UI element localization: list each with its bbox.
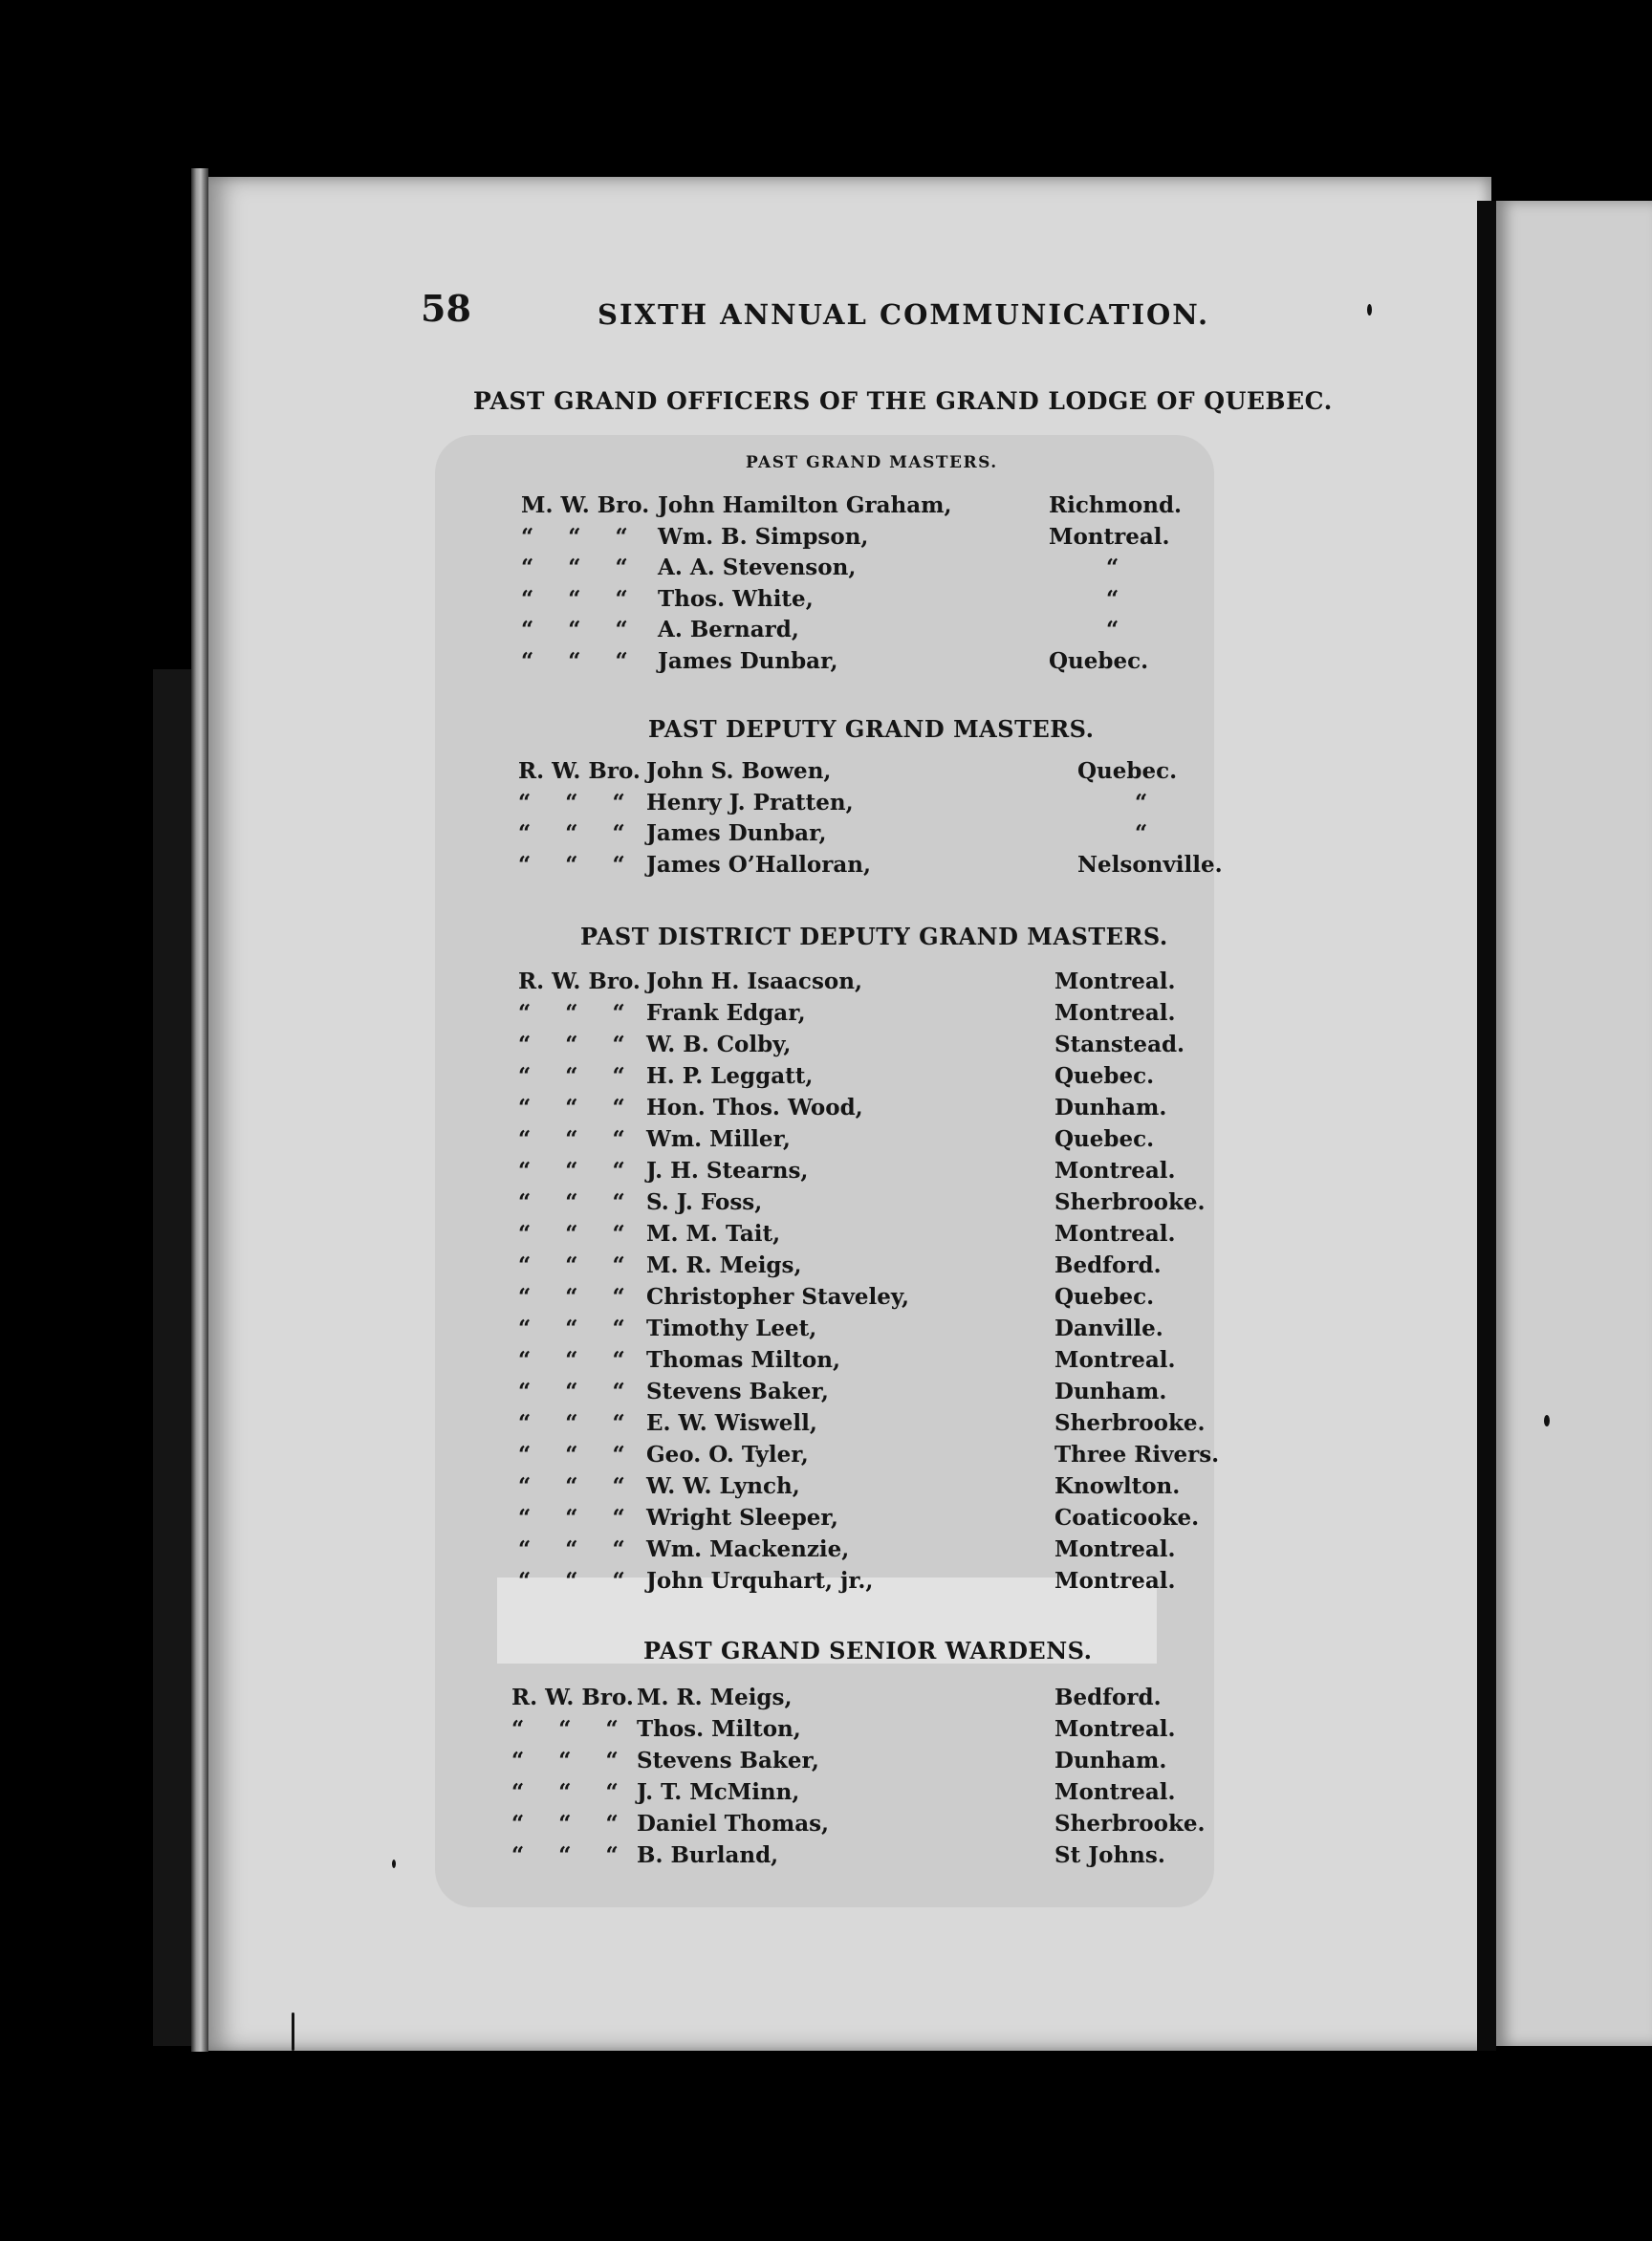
officer-title: “ “ “	[511, 1779, 632, 1805]
officer-title: “ “ “	[518, 1063, 639, 1089]
officer-name: James O’Halloran,	[646, 851, 871, 878]
officer-place: Sherbrooke.	[1054, 1189, 1206, 1215]
book-gutter	[1477, 201, 1496, 2051]
officer-name: James Dunbar,	[646, 820, 827, 846]
officer-name: Wm. Mackenzie,	[646, 1536, 850, 1562]
officer-name: Timothy Leet,	[646, 1316, 817, 1341]
officer-place: Montreal.	[1054, 1716, 1176, 1742]
officer-title: “ “ “	[511, 1842, 632, 1868]
officer-title: R. W. Bro.	[518, 758, 641, 784]
officer-place: Bedford.	[1054, 1252, 1162, 1278]
facing-page-edge	[1496, 201, 1652, 2046]
officer-place: “	[1135, 820, 1148, 846]
officer-title: “ “ “	[518, 1568, 639, 1594]
page-number: 58	[421, 287, 471, 330]
officer-title: “ “ “	[518, 1000, 639, 1026]
officer-title: “ “ “	[518, 1473, 639, 1499]
officer-name: Hon. Thos. Wood,	[646, 1095, 863, 1120]
officer-place: Quebec.	[1054, 1284, 1155, 1310]
officer-place: Montreal.	[1049, 523, 1170, 550]
officer-title: “ “ “	[518, 851, 639, 878]
officer-title: “ “ “	[518, 1505, 639, 1531]
officer-place: Quebec.	[1054, 1063, 1155, 1089]
officer-place: Danville.	[1054, 1316, 1163, 1341]
officer-place: Bedford.	[1054, 1685, 1162, 1710]
officer-title: “ “ “	[518, 1095, 639, 1120]
officer-title: “ “ “	[518, 1442, 639, 1468]
scan-speck	[1367, 304, 1372, 315]
officer-title: “ “ “	[521, 523, 641, 550]
officer-name: James Dunbar,	[658, 647, 838, 674]
officer-name: Wm. Miller,	[646, 1126, 791, 1152]
officer-place: “	[1106, 585, 1119, 612]
officer-title: R. W. Bro.	[511, 1685, 634, 1710]
page-stack-edge	[191, 168, 208, 2052]
officer-name: John Urquhart, jr.,	[646, 1568, 874, 1594]
officer-place: Sherbrooke.	[1054, 1811, 1206, 1837]
officer-name: Henry J. Pratten,	[646, 789, 854, 816]
officer-name: John Hamilton Graham,	[658, 492, 952, 518]
officer-title: “ “ “	[521, 555, 641, 580]
officer-place: Montreal.	[1054, 1000, 1176, 1026]
officer-name: H. P. Leggatt,	[646, 1063, 814, 1089]
scan-speck	[292, 2013, 294, 2051]
officer-title: R. W. Bro.	[518, 968, 641, 994]
scan-speck	[392, 1860, 396, 1868]
section-heading: PAST GRAND MASTERS.	[746, 453, 998, 472]
page-title: PAST GRAND OFFICERS OF THE GRAND LODGE OF QUEBEC.	[473, 387, 1333, 415]
officer-title: “ “ “	[518, 1032, 639, 1057]
officer-name: Frank Edgar,	[646, 1000, 806, 1026]
officer-title: “ “ “	[511, 1716, 632, 1742]
officer-title: “ “ “	[518, 1410, 639, 1436]
officer-name: M. M. Tait,	[646, 1221, 781, 1247]
section-heading: PAST DEPUTY GRAND MASTERS.	[648, 715, 1095, 743]
officer-title: “ “ “	[521, 617, 641, 642]
officer-name: John H. Isaacson,	[646, 968, 862, 994]
officer-place: Dunham.	[1054, 1379, 1167, 1404]
officer-name: Christopher Staveley,	[646, 1284, 910, 1310]
officer-title: “ “ “	[511, 1748, 632, 1773]
officer-name: A. A. Stevenson,	[658, 555, 857, 580]
officer-name: Wm. B. Simpson,	[658, 523, 869, 550]
officer-place: Stanstead.	[1054, 1032, 1185, 1057]
officer-name: Daniel Thomas,	[637, 1811, 830, 1837]
officer-place: Montreal.	[1054, 1221, 1176, 1247]
officer-title: “ “ “	[518, 1316, 639, 1341]
officer-place: Montreal.	[1054, 1536, 1176, 1562]
officer-place: Montreal.	[1054, 1779, 1176, 1805]
section-heading: PAST GRAND SENIOR WARDENS.	[643, 1637, 1093, 1664]
officer-name: J. H. Stearns,	[646, 1158, 809, 1184]
officer-title: “ “ “	[518, 1158, 639, 1184]
officer-name: M. R. Meigs,	[637, 1685, 793, 1710]
officer-name: J. T. McMinn,	[637, 1779, 800, 1805]
officer-title: “ “ “	[518, 1252, 639, 1278]
officer-place: Richmond.	[1049, 492, 1183, 518]
officer-place: “	[1106, 555, 1119, 580]
officer-title: “ “ “	[518, 1126, 639, 1152]
officer-place: Quebec.	[1077, 758, 1178, 784]
officer-place: Montreal.	[1054, 968, 1176, 994]
officer-place: Three Rivers.	[1054, 1442, 1220, 1468]
officer-name: Geo. O. Tyler,	[646, 1442, 809, 1468]
officer-title: “ “ “	[521, 647, 641, 674]
officer-place: Quebec.	[1054, 1126, 1155, 1152]
officer-title: “ “ “	[511, 1811, 632, 1837]
officer-name: Thos. White,	[658, 585, 814, 612]
officer-title: “ “ “	[521, 585, 641, 612]
officer-name: B. Burland,	[637, 1842, 779, 1868]
officer-name: Thomas Milton,	[646, 1347, 841, 1373]
officer-name: Stevens Baker,	[637, 1748, 819, 1773]
officer-place: Knowlton.	[1054, 1473, 1181, 1499]
section-heading: PAST DISTRICT DEPUTY GRAND MASTERS.	[580, 923, 1168, 950]
officer-title: “ “ “	[518, 1284, 639, 1310]
officer-place: “	[1135, 789, 1148, 816]
officer-title: “ “ “	[518, 1379, 639, 1404]
officer-name: Wright Sleeper,	[646, 1505, 838, 1531]
running-title: SIXTH ANNUAL COMMUNICATION.	[598, 298, 1210, 331]
officer-name: E. W. Wiswell,	[646, 1410, 817, 1436]
officer-place: “	[1106, 617, 1119, 642]
officer-title: M. W. Bro.	[521, 492, 650, 518]
officer-title: “ “ “	[518, 820, 639, 846]
officer-place: Dunham.	[1054, 1748, 1167, 1773]
officer-name: Stevens Baker,	[646, 1379, 829, 1404]
officer-title: “ “ “	[518, 1189, 639, 1215]
officer-title: “ “ “	[518, 1536, 639, 1562]
officer-name: John S. Bowen,	[646, 758, 832, 784]
officer-place: Sherbrooke.	[1054, 1410, 1206, 1436]
book-edge-shadow	[153, 669, 191, 2046]
officer-place: Montreal.	[1054, 1347, 1176, 1373]
officer-place: Quebec.	[1049, 647, 1149, 674]
officer-title: “ “ “	[518, 789, 639, 816]
officer-name: W. W. Lynch,	[646, 1473, 800, 1499]
officer-name: Thos. Milton,	[637, 1716, 801, 1742]
officer-name: S. J. Foss,	[646, 1189, 763, 1215]
officer-name: W. B. Colby,	[646, 1032, 792, 1057]
scan-speck	[1544, 1415, 1550, 1426]
officer-place: Nelsonville.	[1077, 851, 1223, 878]
officer-name: A. Bernard,	[658, 617, 799, 642]
officer-place: Coaticooke.	[1054, 1505, 1200, 1531]
officer-place: St Johns.	[1054, 1842, 1165, 1868]
officer-name: M. R. Meigs,	[646, 1252, 802, 1278]
officer-place: Montreal.	[1054, 1158, 1176, 1184]
officer-title: “ “ “	[518, 1347, 639, 1373]
officer-place: Dunham.	[1054, 1095, 1167, 1120]
officer-title: “ “ “	[518, 1221, 639, 1247]
officer-place: Montreal.	[1054, 1568, 1176, 1594]
